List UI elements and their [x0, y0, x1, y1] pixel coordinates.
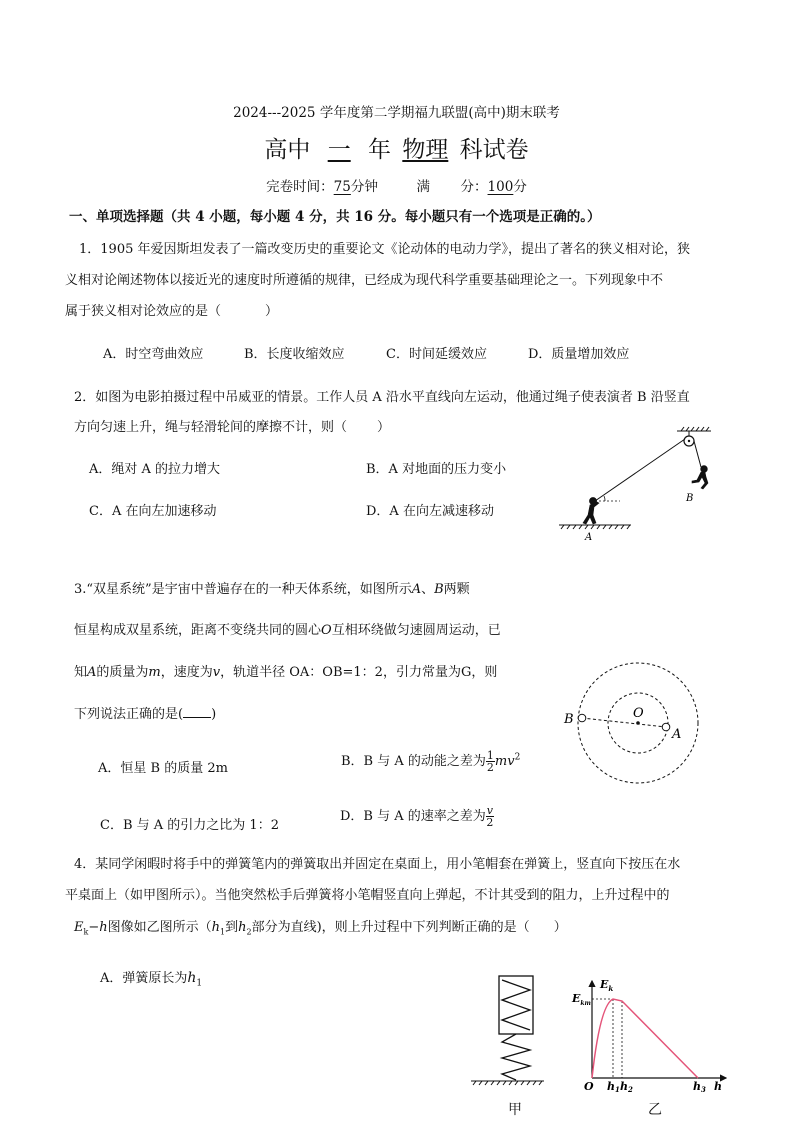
q2-option-b[interactable]: B．A 对地面的压力变小 — [366, 462, 507, 477]
ekm-label: $E_{km}$ — [572, 992, 591, 1007]
q4-ek: E — [74, 920, 84, 935]
q1-stem-end: 属于狭义相对论效应的是（ — [65, 304, 222, 319]
q4-opta-sub: 1 — [196, 978, 203, 989]
q4-ek-sub: k — [83, 927, 89, 937]
q4-dash: − — [88, 920, 100, 935]
q2-stem-end: 方向匀速上升，绳与轻滑轮间的摩擦不计，则（ — [74, 420, 348, 435]
q1-option-a[interactable]: A．时空弯曲效应 — [103, 347, 204, 362]
q3-figure-orbits — [560, 640, 720, 785]
q3-option-d[interactable] — [340, 805, 494, 828]
q3-stem-3d: ，轨道半径 OA：OB=1：2，引力常量为G，则 — [220, 665, 498, 680]
center-o-icon — [636, 721, 640, 725]
q3-sep: 、 — [421, 582, 435, 597]
ground-hatch — [559, 525, 631, 529]
q4-h1-sub: 1 — [220, 927, 226, 937]
q3-optb-exp: 2 — [514, 752, 521, 763]
score-value: 100 — [487, 179, 514, 195]
q2-option-d[interactable]: D．A 在向左减速移动 — [366, 504, 494, 519]
q3-optd-den: 2 — [486, 816, 494, 829]
q3-sym-a-2: A — [87, 665, 97, 680]
q1-option-c[interactable]: C．时间延缓效应 — [386, 347, 487, 362]
q1-line3 — [65, 300, 278, 319]
q2-option-c[interactable]: C．A 在向左加速移动 — [89, 504, 217, 519]
time-unit: 分钟 — [350, 179, 378, 195]
h3-label: h3 — [693, 1080, 706, 1093]
q4-option-a[interactable] — [100, 967, 202, 989]
title-prefix: 高中 — [264, 137, 311, 163]
worker-a-icon — [583, 498, 599, 524]
q3-stem-4: 下列说法正确的是( — [74, 707, 184, 722]
score-unit: 分 — [513, 179, 527, 195]
figure-yi-label: 乙 — [648, 1102, 662, 1118]
title-mid: 年 — [368, 137, 391, 163]
q4-h2-sub: 2 — [246, 927, 252, 937]
table-hatch — [471, 1081, 544, 1085]
q1-line2: 义相对论阐述物体以接近光的速度时所遵循的规律，已经成为现代科学重要基础理论之一。下列现象中不 — [65, 273, 664, 288]
q2-figure-pulley — [555, 425, 715, 545]
q3-option-a[interactable]: A．恒星 B 的质量 2m — [98, 761, 228, 776]
q4-paren-close: ） — [553, 920, 567, 935]
q3-line2 — [74, 619, 501, 638]
q3-optd-num: v — [486, 804, 493, 817]
q3-stem-1: 3.“双星系统”是宇宙中普遍存在的一种天体系统，如图所示 — [74, 582, 412, 597]
q4-opta-h: h — [187, 970, 197, 986]
q3-sym-o: O — [321, 623, 332, 638]
rope-line — [595, 439, 685, 501]
q2-option-a[interactable]: A．绳对 A 的拉力增大 — [89, 462, 221, 477]
q3-stem-3c: ，速度为 — [160, 665, 213, 680]
exam-meta — [0, 175, 793, 195]
q3-sym-a: A — [411, 582, 422, 597]
exam-line: 2024---2025 学年度第二学期福九联盟(高中)期末联考 — [233, 105, 560, 121]
star-a-icon — [662, 723, 670, 731]
q4-to: 到 — [225, 920, 239, 935]
q3-line4 — [74, 703, 216, 722]
q4-h2: h — [238, 920, 247, 935]
q4-figure-ek-graph — [570, 975, 730, 1093]
label-o: O — [633, 706, 644, 721]
title-suffix: 科试卷 — [459, 137, 529, 163]
q4-opta-text: A．弹簧原长为 — [100, 971, 188, 986]
q1-option-b[interactable]: B．长度收缩效应 — [244, 347, 345, 362]
q3-option-c[interactable]: C．B 与 A 的引力之比为 1：2 — [100, 818, 279, 833]
q3-stem-1b: 两颗 — [443, 582, 470, 597]
q4-stem-3a: 图像如乙图所示（ — [107, 920, 212, 935]
q3-option-b[interactable] — [341, 750, 520, 773]
spring-coil-icon — [502, 1034, 530, 1080]
q4-line3 — [74, 916, 567, 937]
q1-paren-close: ） — [265, 304, 279, 319]
time-value: 75 — [333, 179, 351, 195]
q3-sym-b: B — [434, 582, 444, 597]
q4-stem-3b: 部分为直线)，则上升过程中下列判断正确的是（ — [251, 920, 530, 935]
q3-paren-close: ) — [211, 707, 217, 722]
q3-line3 — [74, 661, 497, 680]
spring-cap-icon — [499, 976, 533, 1034]
h-axis-label: h — [714, 1080, 722, 1093]
q4-line1: 4．某同学闲暇时将手中的弹簧笔内的弹簧取出并固定在桌面上，用小笔帽套在弹簧上，竖直向下按压在水 — [74, 857, 681, 872]
q2-line1: 2．如图为电影拍摄过程中吊威亚的情景。工作人员 A 沿水平直线向左运动，他通过绳子使表演者 B 沿竖直 — [74, 390, 690, 405]
section-heading: 一、单项选择题（共 4 小题，每小题 4 分，共 16 分。每小题只有一个选项是正确的。） — [69, 209, 601, 225]
q4-line2: 平桌面上（如甲图所示）。当他突然松手后弹簧将小笔帽竖直向上弹起，不计其受到的阻力，上升过程中的 — [65, 888, 670, 903]
q1-option-d[interactable]: D．质量增加效应 — [528, 347, 630, 362]
score-label-1: 满 — [416, 179, 430, 195]
q2-paren-close: ） — [377, 420, 391, 435]
label-b: B — [686, 493, 694, 504]
ek-curve — [592, 999, 698, 1078]
ceiling-hatch — [677, 427, 711, 431]
h1-label: h1 — [607, 1080, 620, 1093]
q4-h1: h — [211, 920, 221, 935]
q3-optb-text: B．B 与 A 的动能之差为 — [341, 754, 486, 769]
q3-stem-3a: 知 — [74, 665, 88, 680]
page-title — [0, 131, 793, 164]
q3-optb-tail: mv — [494, 754, 515, 769]
star-b-icon — [578, 714, 586, 722]
q3-sym-m: m — [148, 665, 161, 680]
performer-b-icon — [692, 466, 708, 489]
q3-optb-den: 2 — [486, 761, 494, 774]
label-a: A — [672, 727, 682, 742]
label-a: A — [585, 532, 593, 543]
origin-label: O — [584, 1080, 594, 1093]
q3-optb-num: 1 — [486, 749, 494, 762]
score-label-2: 分： — [460, 179, 488, 195]
q3-optd-text: D．B 与 A 的速率之差为 — [340, 809, 486, 824]
q4-figure-spring — [466, 970, 546, 1095]
title-grade: 一 — [327, 137, 351, 163]
q3-stem-2b: 互相环绕做匀速圆周运动，已 — [331, 623, 501, 638]
time-label: 完卷时间： — [266, 179, 334, 195]
q3-line1 — [74, 578, 470, 597]
q3-stem-3b: 的质量为 — [96, 665, 149, 680]
q4-h: h — [99, 920, 108, 935]
q3-stem-2: 恒星构成双星系统，距离不变绕共同的圆心 — [74, 623, 322, 638]
h2-label: h2 — [620, 1080, 633, 1093]
q3-sym-v: v — [212, 665, 221, 680]
figure-jia-label: 甲 — [508, 1102, 522, 1118]
q2-line2 — [74, 416, 390, 435]
label-b: B — [564, 712, 574, 727]
title-subject: 物理 — [402, 137, 449, 163]
q1-line1: 1．1905 年爱因斯坦发表了一篇改变历史的重要论文《论动体的电动力学》，提出了著名的狭义相对论，狭 — [79, 242, 690, 257]
ek-label: $E_k$ — [600, 978, 614, 993]
